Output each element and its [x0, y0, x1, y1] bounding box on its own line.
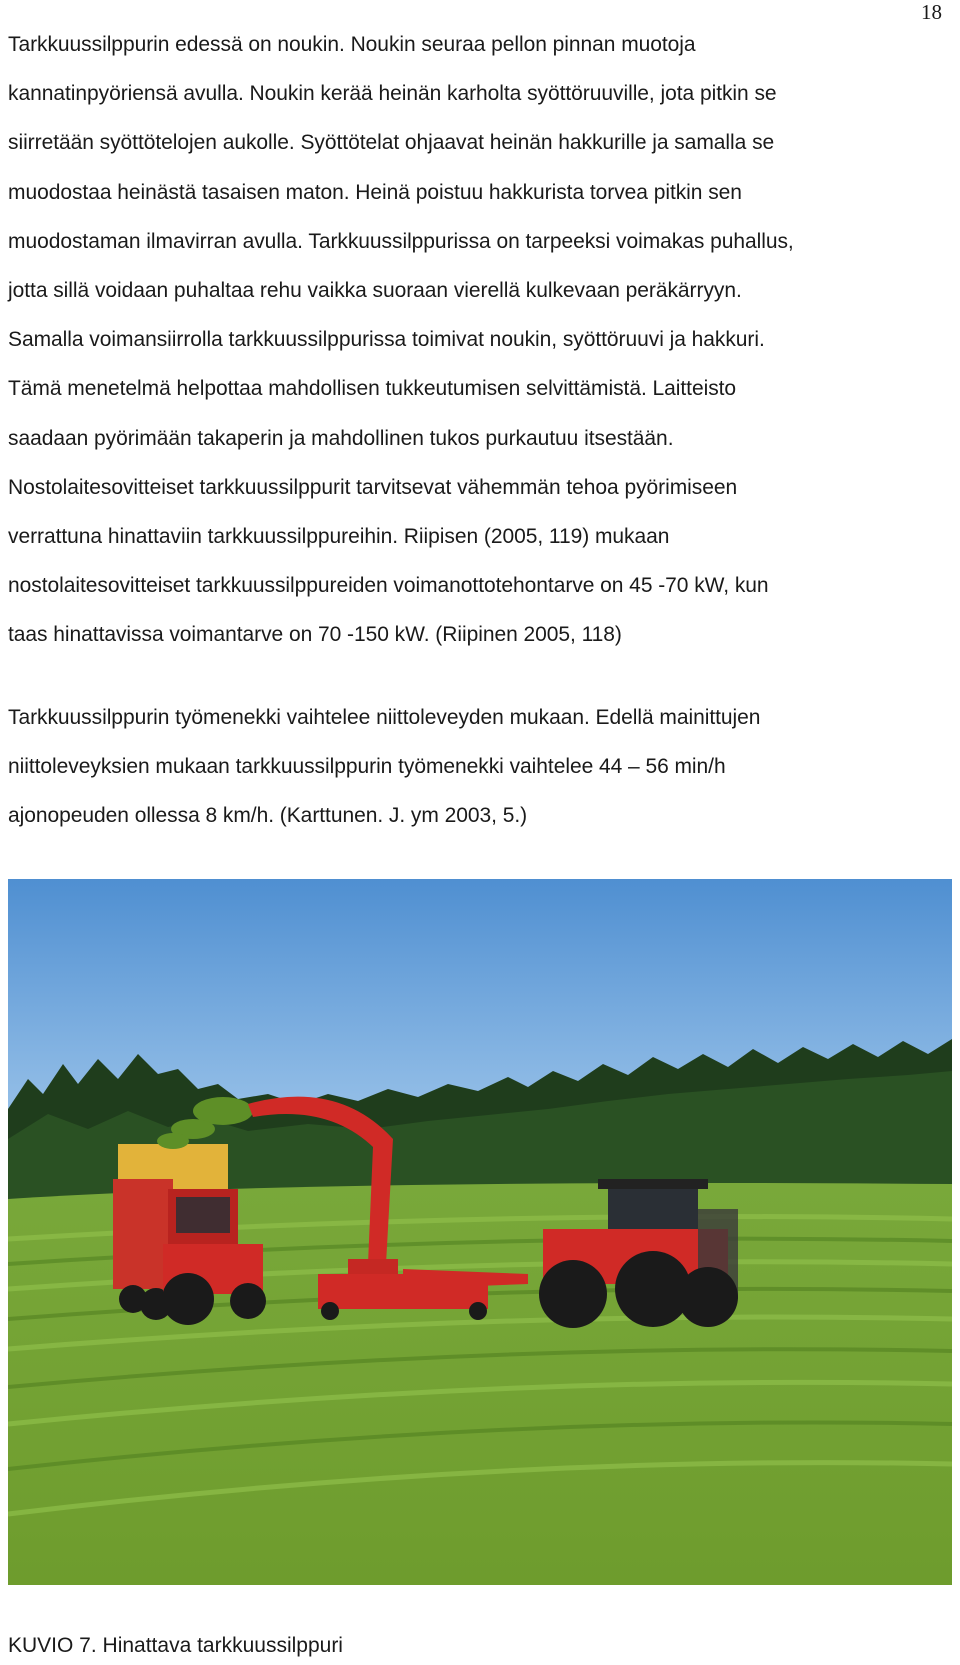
text-line: nostolaitesovitteiset tarkkuussilppureiden voimanottotehontarve on 45 -70 kW, kun — [8, 574, 769, 598]
text-line: Nostolaitesovitteiset tarkkuussilppurit tarvitsevat vähemmän tehoa pyörimiseen — [8, 475, 738, 499]
photo-illustration — [8, 879, 952, 1585]
pickup-wheel — [321, 1302, 339, 1320]
tractor-front-wheel — [230, 1283, 266, 1319]
text-line: Samalla voimansiirrolla tarkkuussilppurissa toimivat noukin, syöttöruuvi ja hakkuri. — [8, 328, 765, 352]
text-line: taas hinattavissa voimantarve on 70 -150 kW. (Riipinen 2005, 118) — [8, 623, 622, 647]
tractor-right-wheel — [678, 1267, 738, 1327]
text-line: siirretään syöttötelojen aukolle. Syöttötelat ohjaavat heinän hakkurille ja samalla se — [8, 131, 775, 155]
text-line: niittoleveyksien mukaan tarkkuussilppurin työmenekki vaihtelee 44 – 56 min/h — [8, 755, 726, 779]
text-line: Tämä menetelmä helpottaa mahdollisen tukkeutumisen selvittämistä. Laitteisto — [8, 377, 737, 401]
text-line: verrattuna hinattaviin tarkkuussilppureihin. Riipisen (2005, 119) mukaan — [8, 525, 670, 549]
page-number: 18 — [921, 0, 942, 24]
tractor-cab-window — [176, 1197, 230, 1233]
paragraph-work-rate — [8, 693, 956, 841]
text-line: ajonopeuden ollessa 8 km/h. (Karttunen. J. ym 2003, 5.) — [8, 804, 528, 828]
figure-photo-towed-forage-harvester — [8, 879, 952, 1585]
pickup-wheel — [469, 1302, 487, 1320]
text-line: Tarkkuussilppurin edessä on noukin. Noukin seuraa pellon pinnan muotoja — [8, 33, 696, 56]
text-line: muodostaman ilmavirran avulla. Tarkkuussilppurissa on tarpeeksi voimakas puhallus, — [8, 229, 794, 253]
figure-caption: KUVIO 7. Hinattava tarkkuussilppuri — [8, 1634, 343, 1657]
text-line: jotta sillä voidaan puhaltaa rehu vaikka suoraan vierellä kulkevaan peräkärryyn. — [8, 279, 742, 303]
tractor-rear-wheel — [162, 1273, 214, 1325]
text-line: kannatinpyöriensä avulla. Noukin kerää heinän karholta syöttöruuville, jota pitkin se — [8, 82, 777, 106]
paragraph-forage-harvester-operation — [8, 20, 956, 660]
text-line: saadaan pyörimään takaperin ja mahdollinen tukos purkautuu itsestään. — [8, 426, 674, 450]
tractor-right-front-wheel — [539, 1260, 607, 1328]
tractor-right-roof — [598, 1179, 708, 1189]
text-line: Tarkkuussilppurin työmenekki vaihtelee niittoleveyden mukaan. Edellä mainittujen — [8, 706, 761, 729]
text-line: muodostaa heinästä tasaisen maton. Heinä poistuu hakkurista torvea pitkin sen — [8, 180, 742, 204]
